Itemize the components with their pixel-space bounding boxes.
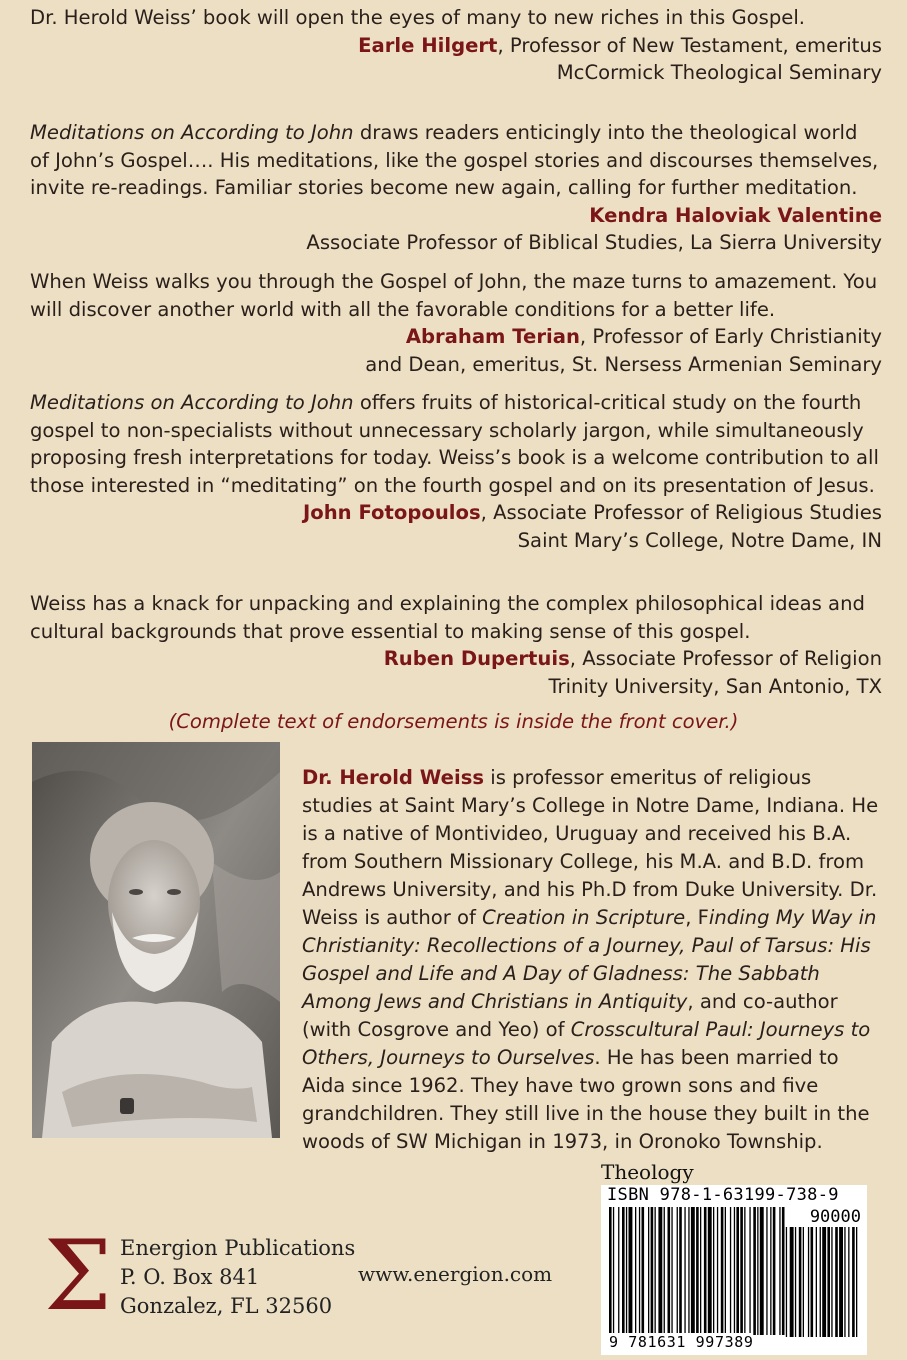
barcode-bar <box>704 1207 707 1335</box>
barcode-bar <box>622 1207 625 1335</box>
barcode-bar <box>835 1227 838 1337</box>
barcode-bar <box>790 1227 794 1337</box>
author-name: Dr. Herold Weiss <box>302 766 485 789</box>
barcode-bar <box>642 1207 645 1335</box>
barcode-bar <box>844 1227 845 1337</box>
endorsement-attribution <box>30 202 882 230</box>
barcode-bar <box>664 1207 665 1335</box>
barcode-bar <box>822 1227 826 1337</box>
barcode-bar <box>684 1207 685 1335</box>
barcode-bar <box>827 1227 830 1337</box>
endorser-name: Kendra Haloviak Valentine <box>589 203 882 227</box>
category-label: Theology <box>601 1160 694 1184</box>
endorsement-quote: Weiss has a knack for unpacking and explaining the complex philosophical ideas and cultural backgrounds that prove essential to making sense of this gospel. <box>30 592 865 643</box>
book-title: Meditations on According to John <box>30 391 354 414</box>
endorsement-1 <box>30 4 882 87</box>
barcode-bar <box>795 1227 796 1337</box>
isbn-label: ISBN 978-1-63199-738-9 <box>607 1185 839 1205</box>
endorser-title: , Professor of Early Christianity <box>579 325 882 348</box>
barcode-bar <box>635 1207 636 1335</box>
barcode-bar <box>766 1207 767 1335</box>
publisher-city: Gonzalez, FL 32560 <box>120 1294 333 1318</box>
barcode-bar <box>721 1207 724 1335</box>
website-link[interactable]: www.energion.com <box>358 1262 553 1286</box>
barcode-bar <box>831 1227 832 1337</box>
barcode-number: 9 781631 997389 <box>609 1333 754 1351</box>
barcode-bar <box>691 1207 695 1335</box>
barcode-bar <box>688 1207 689 1335</box>
barcode-bar <box>740 1207 743 1335</box>
barcode-bar <box>671 1207 672 1335</box>
barcode-bar <box>609 1207 612 1335</box>
endorsement-2 <box>30 119 882 257</box>
endorser-title: , Professor of New Testament, emeritus <box>497 33 882 57</box>
endorser-name: Earle Hilgert <box>358 33 498 57</box>
endorser-name: Ruben Dupertuis <box>383 647 570 670</box>
barcode-bar <box>730 1207 731 1335</box>
barcode-bar <box>786 1227 787 1337</box>
endorser-affiliation: and Dean, emeritus, St. Nersess Armenian Seminary <box>365 352 882 376</box>
barcode-bar <box>803 1227 804 1337</box>
endorser-title: , Associate Professor of Religious Studies <box>480 501 882 524</box>
barcode-bar <box>782 1207 785 1335</box>
endorser-affiliation: Associate Professor of Biblical Studies, La Sierra University <box>306 231 882 254</box>
barcode-bar <box>757 1207 758 1335</box>
endorsements-note: (Complete text of endorsements is inside the front cover.) <box>168 710 739 733</box>
barcode-bar <box>808 1227 809 1337</box>
sigma-logo-icon: Σ <box>44 1220 112 1332</box>
endorsement-5 <box>30 590 882 700</box>
barcode-bar <box>626 1207 627 1335</box>
endorsement-quote: Dr. Herold Weiss’ book will open the eyes of many to new riches in this Gospel. <box>30 6 806 29</box>
endorsement-attribution <box>30 499 882 527</box>
endorser-affiliation: McCormick Theological Seminary <box>556 61 882 84</box>
barcode-bar <box>700 1207 701 1335</box>
barcode-bar <box>734 1207 735 1335</box>
barcode-bar <box>811 1227 814 1337</box>
barcode-bar <box>820 1227 821 1337</box>
barcode-bar <box>744 1207 745 1335</box>
barcode-bar <box>713 1207 714 1335</box>
barcode-bar <box>779 1207 780 1335</box>
barcode-bar <box>770 1207 771 1335</box>
barcode-bar <box>753 1207 756 1335</box>
barcode-bar <box>651 1207 654 1335</box>
barcode-bar <box>799 1227 802 1337</box>
barcode-bar <box>655 1207 656 1335</box>
barcode-bar <box>668 1207 671 1335</box>
endorsement-attribution <box>30 323 882 351</box>
barcode-bar <box>848 1227 849 1337</box>
barcode-bar <box>618 1207 619 1335</box>
endorser-affiliation: Trinity University, San Antonio, TX <box>548 674 882 698</box>
endorser-name: John Fotopoulos <box>302 501 481 524</box>
publisher-address <box>120 1234 355 1321</box>
book-title: Meditations on According to John <box>30 121 354 144</box>
barcode-bar <box>736 1207 739 1335</box>
author-photo <box>32 742 280 1138</box>
barcode-bar <box>677 1207 678 1335</box>
barcode-bar <box>696 1207 699 1335</box>
barcode-bar <box>749 1207 750 1335</box>
barcode-bar <box>856 1227 857 1337</box>
barcode-bar <box>639 1207 640 1335</box>
endorser-name: Abraham Terian <box>405 325 580 348</box>
endorsement-quote: When Weiss walks you through the Gospel of John, the maze turns to amazement. You will discover another world with all the favorable conditions for a better life. <box>30 270 878 321</box>
endorsement-quote: Meditations on According to John draws readers enticingly into the theological world of John’s Gospel…. His meditations, like the gospel stories and discourses themselves, invite re-readings. Familiar stories become new again, calling for further meditation. <box>30 121 879 199</box>
barcode-bar <box>708 1207 712 1335</box>
endorsement-4 <box>30 389 882 554</box>
endorser-affiliation: Saint Mary’s College, Notre Dame, IN <box>517 528 882 552</box>
barcode-bar <box>717 1207 718 1335</box>
barcode-bar <box>648 1207 649 1335</box>
barcode-bar <box>773 1207 776 1335</box>
barcode-bar <box>816 1227 817 1337</box>
isbn-barcode <box>601 1185 867 1355</box>
endorser-title: , Associate Professor of Religion <box>569 647 882 670</box>
barcode-bar <box>658 1207 662 1335</box>
author-bio: Dr. Herold Weiss is professor emeritus of religious studies at Saint Mary’s College in Notre Dame, Indiana. He is a native of Montivideo, Uruguay and received his B.A. from Southern Missionary College, his M.A. and B.D. from Andrews University, and his Ph.D from Duke University. Dr. Weiss is author of Creation in Scripture, Finding My Way in Christianity: Recollections of a Journey, Paul of Tarsus: His Gospel and Life and A Day of Gladness: The Sabbath Among Jews and Christians in Antiquity, and co-author (with Cosgrove and Yeo) of Crosscultural Paul: Journeys to Others, Journeys to Ourselves. He has been married to Aida since 1962. They have two grown sons and five grandchildren. They still live in the house they built in the woods of SW Michigan in 1973, in Oronoko Township. <box>302 766 879 1153</box>
endorsement-quote: Meditations on According to John offers fruits of historical-critical study on the fourth gospel to non-specialists without unnecessary scholarly jargon, while simultaneously proposing fresh interpretations for today. Weiss’s book is a welcome contribution to all those interested in “meditating” on the fourth gospel and on its presentation of Jesus. <box>30 391 879 497</box>
barcode-bar <box>839 1227 843 1337</box>
barcode-bar <box>725 1207 726 1335</box>
publisher-name: Energion Publications <box>120 1236 356 1260</box>
price-code: 90000 <box>809 1207 861 1227</box>
barcode-bar <box>613 1207 614 1335</box>
endorsement-3 <box>30 268 882 378</box>
endorsement-attribution <box>30 32 882 60</box>
barcode-bar <box>760 1207 764 1335</box>
barcode-bar <box>629 1207 633 1335</box>
barcode-bar <box>679 1207 682 1335</box>
publisher-pobox: P. O. Box 841 <box>120 1265 260 1289</box>
barcode-bar <box>852 1227 855 1337</box>
endorsement-attribution <box>30 645 882 673</box>
